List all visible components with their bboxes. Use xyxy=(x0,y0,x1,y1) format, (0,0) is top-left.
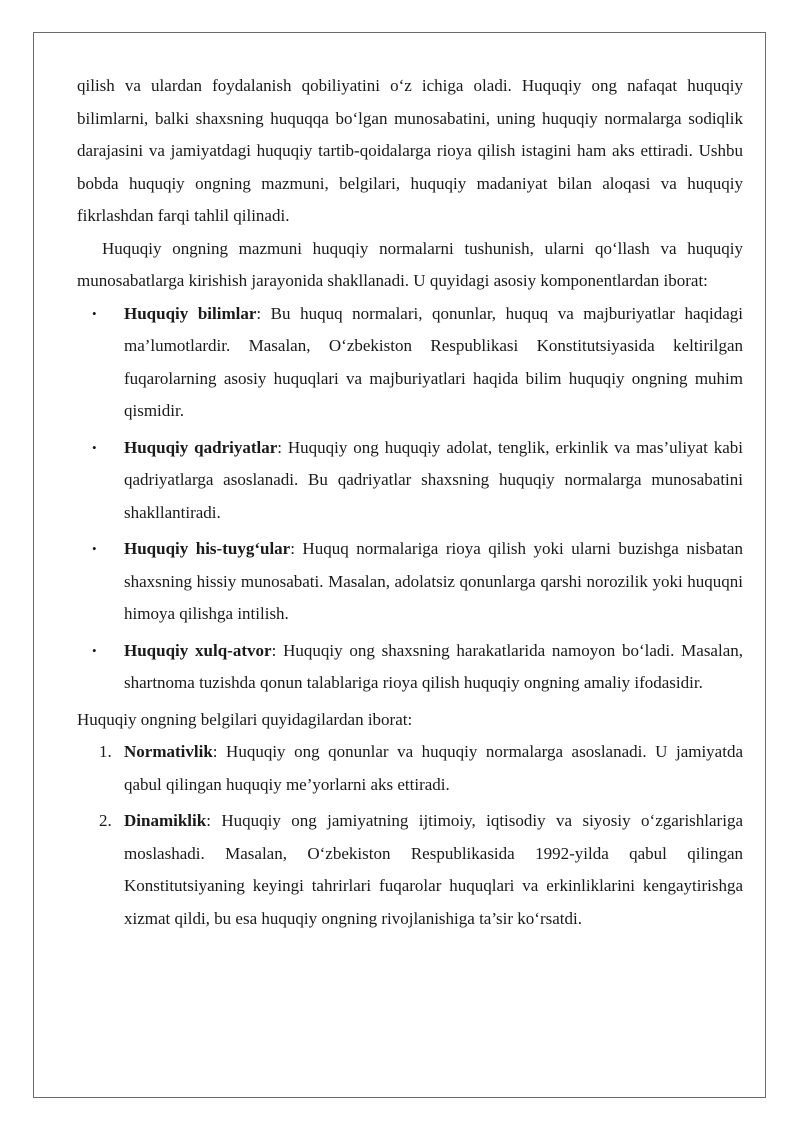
bullet-marker: • xyxy=(92,541,97,556)
features-heading: Huquqiy ongning belgilari quyidagilardan iborat: xyxy=(77,709,413,729)
bullet-marker: • xyxy=(92,305,97,321)
content-paragraph: Huquqiy ongning mazmuni huquqiy normalarni tushunish, ularni qo‘llash va huquqiy munosabatlarga kirishish jarayonida shakllanadi. U quyidagi asosiy komponentlardan iborat: xyxy=(77,238,743,290)
component-text: : Huquqiy ong huquqiy adolat, tenglik, erkinlik va mas’uliyat kabi qadriyatlarga asoslanadi. Bu qadriyatlar shaxsning huquqiy normalarga munosabatini shakllantiradi. xyxy=(124,437,744,522)
feature-text: : Huquqiy ong qonunlar va huquqiy normalarga asoslanadi. U jamiyatda qabul qilingan huquqiy me’yorlarni aks ettiradi. xyxy=(124,742,743,794)
list-item xyxy=(77,533,743,631)
list-item xyxy=(77,805,743,935)
list-item xyxy=(77,432,743,530)
component-term: Huquqiy qadriyatlar xyxy=(124,437,278,457)
component-term: Huquqiy bilimlar xyxy=(124,303,257,323)
document-body xyxy=(77,70,743,939)
bullet-marker: • xyxy=(92,439,97,455)
list-number: 2. xyxy=(99,811,112,830)
component-text: : Bu huquq normalari, qonunlar, huquq va majburiyatlar haqidagi ma’lumotlardir. Masalan, O‘zbekiston Respublikasi Konstitutsiyasida keltirilgan fuqarolarning asosiy huquqlari va majburiyatlari haqida bilim huquqiy ongning muhim qismidir. xyxy=(124,303,743,420)
component-text: : Huquqiy ong shaxsning harakatlarida namoyon bo‘ladi. Masalan, shartnoma tuzishda qonun talablariga rioya qilish huquqiy ongning amaliy ifodasidir. xyxy=(124,640,743,692)
component-term: Huquqiy xulq-atvor xyxy=(124,640,272,660)
feature-term: Dinamiklik xyxy=(124,811,207,830)
list-item xyxy=(77,635,743,700)
component-term: Huquqiy his-tuyg‘ular xyxy=(124,539,291,558)
list-number: 1. xyxy=(99,742,112,761)
list-item xyxy=(77,736,743,801)
feature-term: Normativlik xyxy=(124,742,213,761)
component-text: : Huquq normalariga rioya qilish yoki ularni buzishga nisbatan shaxsning hissiy munosabati. Masalan, adolatsiz qonunlarga qarshi norozilik yoki huquqni himoya qilishga intilish. xyxy=(124,539,743,623)
bullet-marker: • xyxy=(92,642,97,658)
intro-paragraph: qilish va ulardan foydalanish qobiliyatini o‘z ichiga oladi. Huquqiy ong nafaqat huquqiy bilimlarni, balki shaxsning huquqqa bo‘lgan munosabatini, uning huquqiy normalarga sodiqlik darajasini va jamiyatdagi huquqiy tartib-qoidalarga rioya qilish istagini ham aks ettiradi. Ushbu bobda huquqiy ongning mazmuni, belgilari, huquqiy madaniyat bilan aloqasi va huquqiy fikrlashdan farqi tahlil qilinadi. xyxy=(77,76,743,225)
features-list xyxy=(77,736,743,935)
list-item xyxy=(77,298,743,428)
components-list xyxy=(77,298,743,700)
feature-text: : Huquqiy ong jamiyatning ijtimoiy, iqtisodiy va siyosiy o‘zgarishlariga moslashadi. Masalan, O‘zbekiston Respublikasida 1992-yilda qabul qilingan Konstitutsiyaning keyingi tahrirlari fuqarolar huquqlari va erkinliklarini kengaytirishga xizmat qildi, bu esa huquqiy ongning rivojlanishiga ta’sir ko‘rsatdi. xyxy=(124,811,743,928)
